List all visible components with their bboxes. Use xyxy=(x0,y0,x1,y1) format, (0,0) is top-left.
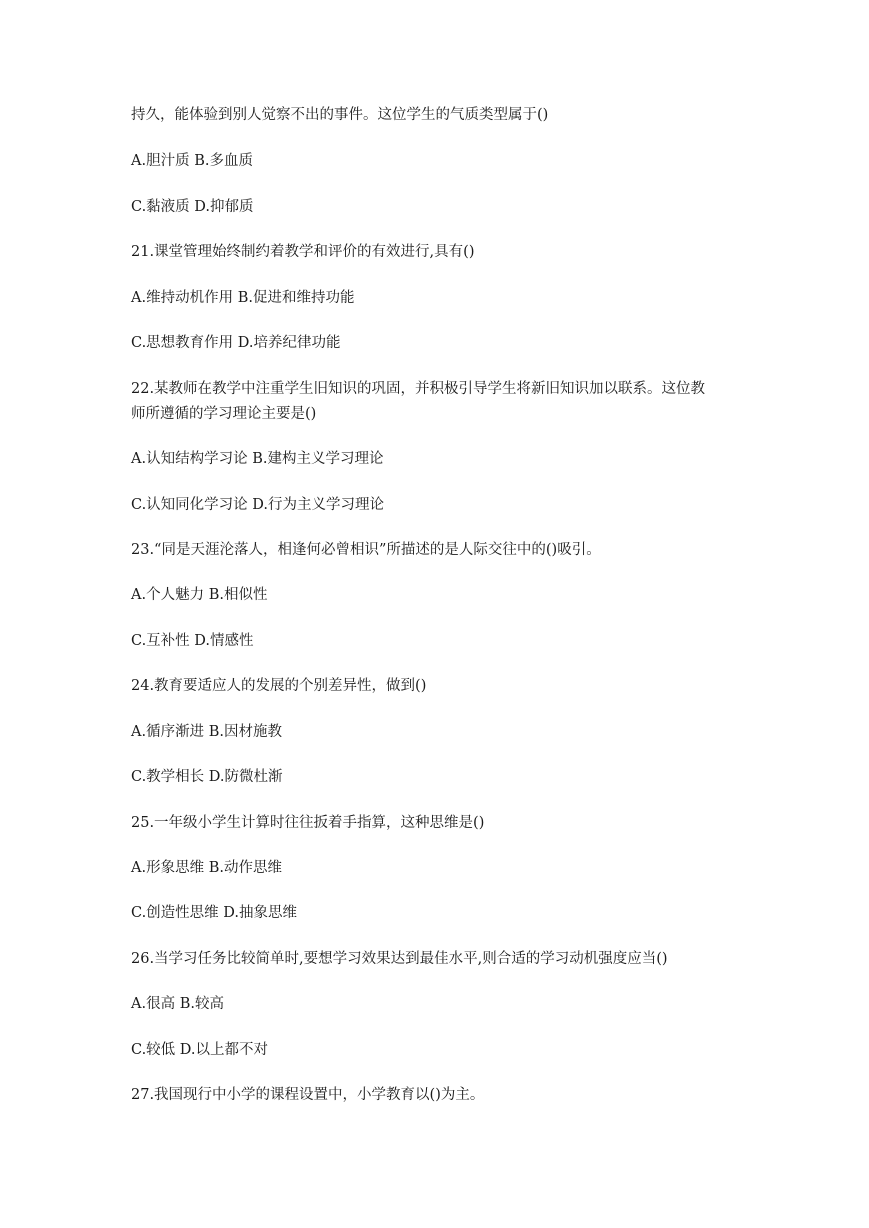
question-22-stem: 22.某教师在教学中注重学生旧知识的巩固，并积极引导学生将新旧知识加以联系。这位教 xyxy=(131,381,706,397)
question-24-stem: 24.教育要适应人的发展的个别差异性，做到() xyxy=(131,678,427,694)
question-26-options-ab: A.很高 B.较高 xyxy=(131,996,224,1012)
question-21-stem: 21.课堂管理始终制约着教学和评价的有效进行,具有() xyxy=(131,244,475,260)
question-25-stem: 25.一年级小学生计算时往往扳着手指算，这种思维是() xyxy=(131,815,485,831)
question-23-options-cd: C.互补性 D.情感性 xyxy=(131,633,254,649)
question-26-options-cd: C.较低 D.以上都不对 xyxy=(131,1042,269,1058)
question-22-stem-line-2: 师所遵循的学习理论主要是() xyxy=(131,406,317,422)
question-25-options-ab: A.形象思维 B.动作思维 xyxy=(131,860,282,876)
question-25-options-cd: C.创造性思维 D.抽象思维 xyxy=(131,905,298,921)
question-24-options-ab: A.循序渐进 B.因材施教 xyxy=(131,724,282,740)
question-20-stem-continued: 持久，能体验到别人觉察不出的事件。这位学生的气质类型属于() xyxy=(131,107,549,123)
question-21-options-cd: C.思想教育作用 D.培养纪律功能 xyxy=(131,335,341,351)
question-24-options-cd: C.教学相长 D.防微杜渐 xyxy=(131,769,283,785)
question-22-options-ab: A.认知结构学习论 B.建构主义学习理论 xyxy=(131,451,384,467)
question-27-stem: 27.我国现行中小学的课程设置中，小学教育以()为主。 xyxy=(131,1087,485,1103)
question-21-options-ab: A.维持动机作用 B.促进和维持功能 xyxy=(131,290,355,306)
question-26-stem: 26.当学习任务比较简单时,要想学习效果达到最佳水平,则合适的学习动机强度应当() xyxy=(131,951,668,967)
question-20-options-cd: C.黏液质 D.抑郁质 xyxy=(131,199,254,215)
question-23-stem: 23.“同是天涯沦落人，相逢何必曾相识”所描述的是人际交往中的()吸引。 xyxy=(131,542,601,558)
question-22-options-cd: C.认知同化学习论 D.行为主义学习理论 xyxy=(131,497,385,513)
question-20-options-ab: A.胆汁质 B.多血质 xyxy=(131,153,253,169)
question-23-options-ab: A.个人魅力 B.相似性 xyxy=(131,587,268,603)
